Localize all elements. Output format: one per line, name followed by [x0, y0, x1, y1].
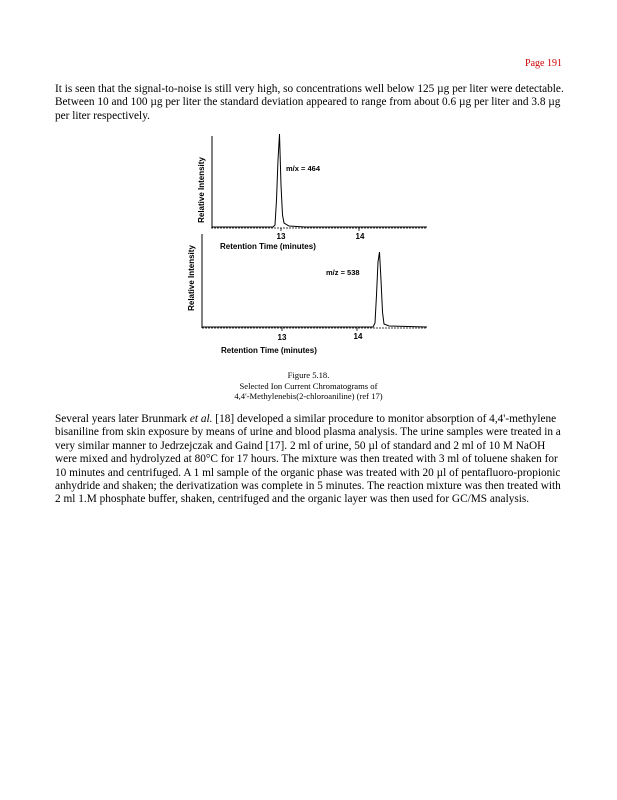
figure-caption-line-2: 4,4'-Methylenebis(2-chloroaniline) (ref 17) — [234, 391, 383, 401]
bottom-panel-xlabel: Retention Time (minutes) — [221, 346, 317, 355]
top-panel-ylabel: Relative Intensity — [197, 157, 206, 223]
top-panel-xlabel: Retention Time (minutes) — [220, 242, 316, 251]
paragraph-brunmark-text-2: [18] developed a similar procedure to monitor absorption of 4,4'-methylene bisaniline from skin exposure by means of urine and blood plasma analysis. The urine samples were treated in a very similar manner to Jedrzejczak and Gaind [17]. 2 ml of urine, 50 µl of standard and 2 ml of 10 M NaOH were mixed and hydrolyzed at 80°C for 17 hours. The mixture was then treated with 3 ml of toluene shaken for 10 minutes and centrifuged. A 1 ml sample of the organic phase was treated with 20 µl of pentafluoro-propionic anhydride and shaken; the derivatization was complete in 5 minutes. The reaction mixture was then treated with 2 ml 1.M phosphate buffer, shaken, centrifuged and the organic layer was then used for GC/MS analysis. — [55, 413, 561, 506]
paragraph-intro: It is seen that the signal-to-noise is still very high, so concentrations well below 125 µg per liter were detectable. Between 10 and 100 µg per liter the standard deviation appeared to range from about 0.6 µg per liter and 3.8 µg per liter respectively. — [55, 83, 564, 122]
bottom-panel-tick-label-13: 13 — [277, 333, 287, 342]
bottom-panel-peak-label: m/z = 538 — [326, 268, 360, 277]
figure-caption-line-1: Selected Ion Current Chromatograms of — [239, 380, 378, 391]
ion-chromatogram-figure — [185, 130, 435, 365]
top-panel — [197, 134, 427, 251]
paragraph-brunmark-italic: et al. — [189, 413, 213, 425]
bottom-panel-tick-label-14: 14 — [353, 332, 363, 341]
paragraph-brunmark — [55, 413, 565, 507]
top-panel-tick-label-14: 14 — [355, 232, 365, 241]
bottom-panel — [187, 234, 427, 355]
figure-caption — [0, 370, 617, 402]
bottom-panel-ylabel: Relative Intensity — [187, 245, 196, 311]
top-panel-tick-label-13: 13 — [276, 232, 286, 241]
paragraph-brunmark-text-1: Several years later Brunmark — [55, 413, 190, 425]
figure-caption-number: Figure 5.18. — [287, 370, 330, 380]
page-number: Page 191 — [525, 58, 562, 69]
bottom-panel-peak-trace — [202, 252, 427, 327]
top-panel-peak-label: m/x = 464 — [286, 164, 320, 173]
top-panel-peak-trace — [212, 134, 427, 227]
